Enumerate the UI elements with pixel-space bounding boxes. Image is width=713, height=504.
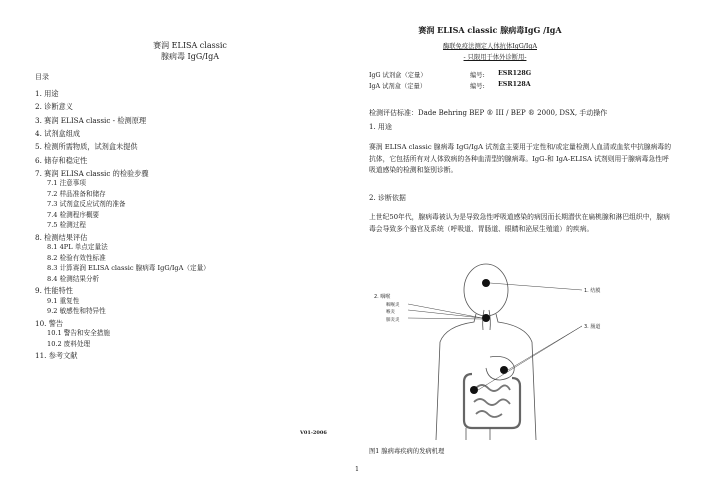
stomach-infection-dot: [500, 366, 508, 374]
label-pharyngitis: 咽喉炎: [386, 303, 400, 308]
toc-item: 8.3 计算赛润 ELISA classic 腺病毒 IgG/IgA（定量）: [47, 264, 210, 273]
small-intestine-outline: [474, 385, 510, 417]
product-igg-code: ESR128G: [498, 70, 532, 77]
product-igg-name: IgG 试剂盒（定量）: [369, 72, 427, 79]
section2-heading: 2. 诊断依据: [369, 194, 406, 202]
toc-item: 6. 储存和稳定性: [35, 155, 88, 165]
product-igg-code-label: 编号:: [470, 72, 485, 79]
torso-left-outline: [436, 314, 476, 440]
leader-intestine: [478, 326, 582, 390]
left-title-line2: 腺病毒 IgG/IgA: [161, 52, 219, 61]
toc-item: 8.2 检验有效性标准: [47, 253, 106, 262]
leader-eye: [490, 283, 582, 290]
product-iga-code: ESR128A: [498, 81, 531, 88]
toc-item: 3. 赛润 ELISA classic - 检测原理: [35, 115, 147, 125]
intestine-infection-dot: [470, 386, 478, 394]
label-throat-group: 2. 咽喉: [374, 294, 391, 300]
adenovirus-pathogenesis-figure: [368, 262, 608, 440]
right-subtitle2: - 只限用于体外诊断用-: [463, 54, 527, 61]
evaluation-standard: 检测评估标准：Dade Behring BEP ® III / BEP ® 2000, DSX, 手动操作: [369, 109, 608, 117]
toc-item: 7.3 试剂盒反应试剂的准备: [47, 200, 126, 209]
product-iga-code-label: 编号:: [470, 83, 485, 90]
toc-item: 9. 性能特性: [35, 286, 73, 296]
toc-item: 10. 警告: [35, 318, 64, 328]
toc-item: 5. 检测所需物质，试剂盒未提供: [35, 142, 138, 152]
toc-item: 10.1 警告和安全措施: [47, 329, 110, 338]
head-outline: [464, 264, 508, 316]
toc-item: 7.5 检测过程: [47, 221, 86, 230]
toc-item: 9.2 敏感性和特异性: [47, 307, 106, 316]
toc-item: 10.2 废料处理: [47, 339, 91, 348]
left-title-line1: 赛润 ELISA classic: [153, 41, 227, 50]
eye-infection-dot: [482, 279, 490, 287]
product-iga-name: IgA 试剂盒（定量）: [369, 83, 427, 90]
toc-item: 1. 用途: [35, 89, 59, 98]
section1-text: 赛润 ELISA classic 腺病毒 IgG/IgA 试剂盒主要用于定性和/或定量检测人血清或血浆中抗腺病毒的抗体，它包括所有对人体致病的各种血清型的腺病毒。IgG-和 IgA-ELISA 试剂则用于腺病毒急性呼吸道感染的检测和鉴别诊断。: [369, 143, 672, 174]
label-pneumonia: 肺炎炎: [386, 318, 400, 323]
toc-item: 4. 试剂盒组成: [35, 128, 81, 138]
right-title: 赛润 ELISA classic 腺病毒IgG /IgA: [418, 25, 562, 35]
right-subtitle: 酶联免疫法测定人体抗体IgG/IgA: [442, 43, 537, 50]
label-laryngitis: 喉炎: [386, 310, 395, 315]
toc-item: 7.1 注意事项: [47, 179, 86, 188]
torso-right-outline: [496, 314, 536, 440]
leader-throat-3: [408, 318, 482, 319]
toc-item: 2. 诊断意义: [35, 102, 73, 112]
toc-item: 7.4 检测程序概要: [47, 210, 100, 219]
version-label: V01-2006: [300, 430, 327, 436]
toc-item: 8. 检测结果评估: [35, 232, 88, 242]
toc-item: 8.4 检测结果分析: [47, 274, 100, 283]
toc-item: 9.1 重复性: [47, 296, 80, 305]
colon-outline: [464, 374, 520, 428]
throat-infection-dot: [482, 314, 490, 322]
page-number: 1: [355, 466, 360, 473]
toc-item: 11. 参考文献: [35, 351, 78, 361]
section2-text: 上世纪50年代，腺病毒被认为是导致急性呼吸道感染的病因而长期潜伏在扁桃腺和淋巴组织中，腺病毒会导致多个器官及系统（呼吸道、胃肠道、眼睛和泌尿生殖道）的疾病。: [369, 213, 670, 233]
label-intestine: 3. 肠道: [584, 324, 601, 330]
figure-caption: 图1 腺病毒疾病的发病机理: [369, 448, 445, 455]
toc-item: 7.2 样品准备和储存: [47, 189, 106, 198]
label-conjunctiva: 1. 结膜: [584, 288, 601, 294]
toc-item: 8.1 4PL 单点定量法: [47, 243, 108, 252]
toc-heading: 目录: [35, 73, 49, 81]
toc-item: 7. 赛润 ELISA classic 的检验步骤: [35, 168, 149, 178]
section1-heading: 1. 用途: [369, 123, 392, 131]
lower-outline: [466, 428, 490, 440]
